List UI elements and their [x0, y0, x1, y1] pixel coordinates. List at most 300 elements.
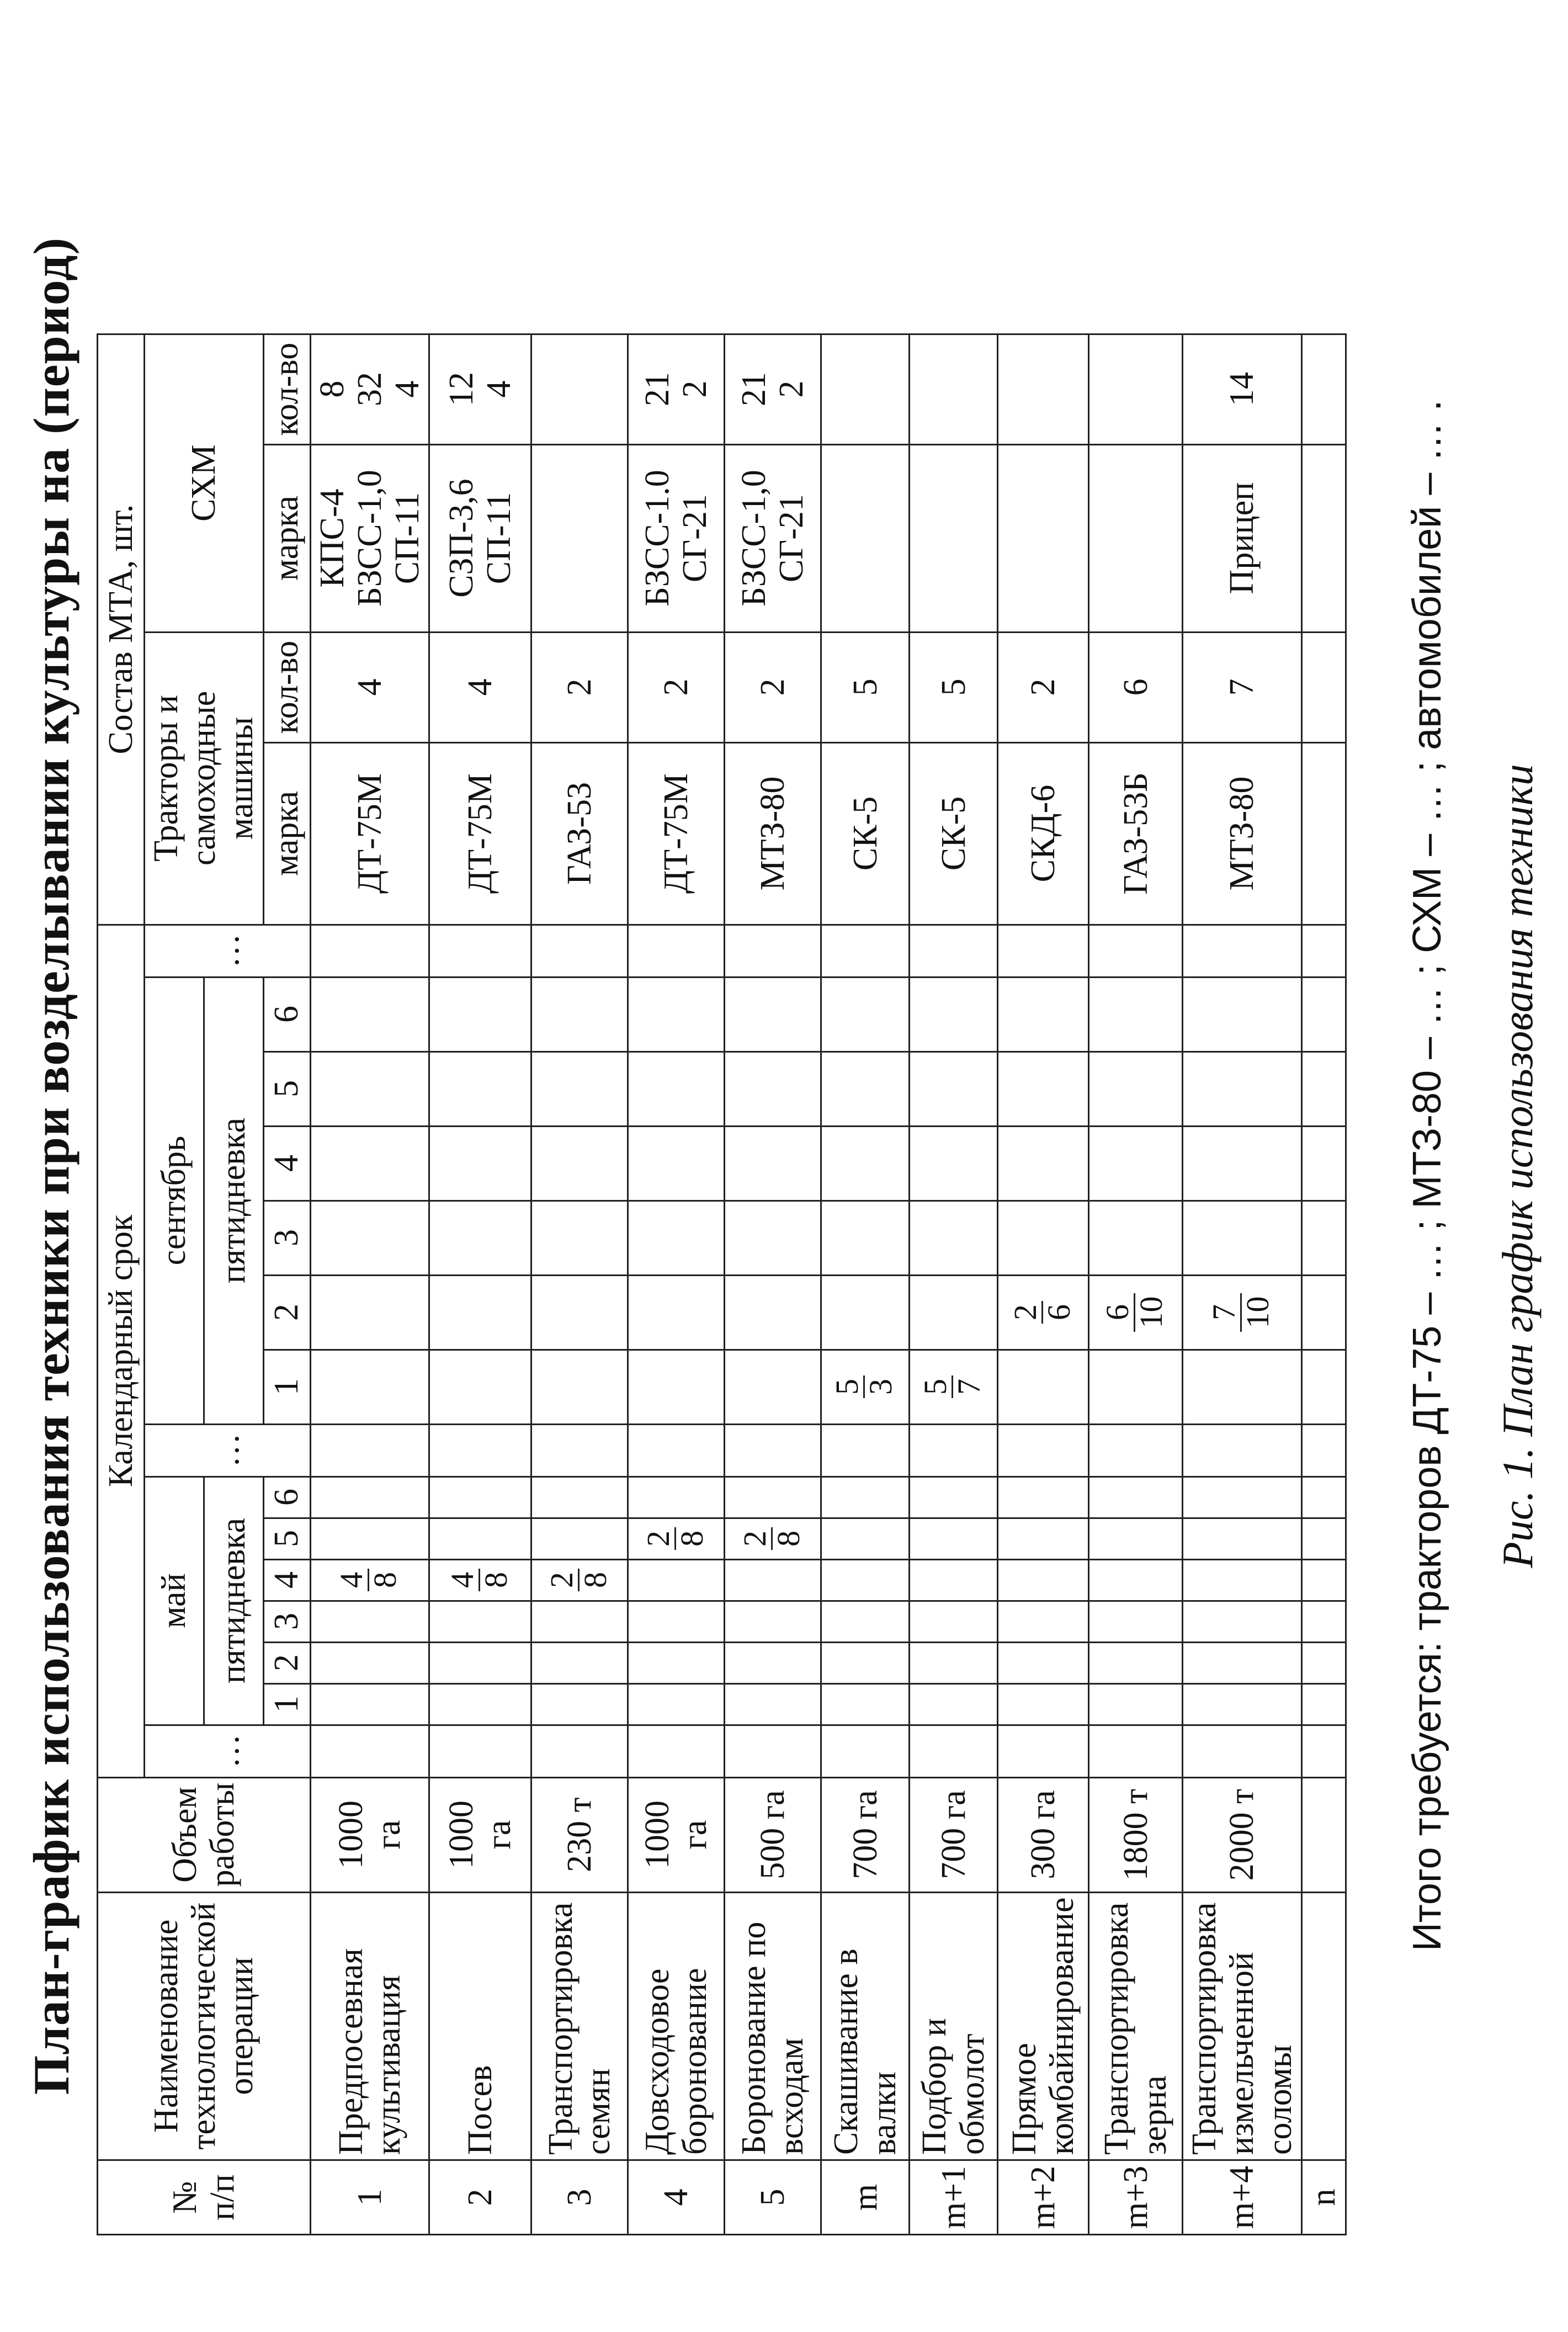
header-day: 5	[263, 1518, 310, 1559]
shm-brand	[1301, 444, 1346, 632]
tractor-qty	[531, 632, 628, 742]
calendar-cell-sep	[725, 1350, 821, 1424]
row-number-text: 4	[657, 2188, 695, 2206]
calendar-cell-sep	[1301, 1275, 1346, 1350]
table-row	[628, 334, 725, 2234]
calendar-cell-may	[821, 1518, 910, 1559]
shm-brand-text: БЗСС-1,0	[735, 470, 773, 607]
calendar-cell-may	[1183, 1476, 1302, 1518]
row-number	[725, 2160, 821, 2235]
row-volume	[998, 1777, 1089, 1892]
shm-qty-text: 21	[638, 372, 676, 407]
calendar-cell-sep	[1089, 1200, 1183, 1275]
calendar-cell-sep	[429, 1275, 531, 1350]
calendar-cell-ellipsis	[310, 1725, 429, 1777]
header-volume: Объем работы	[98, 1777, 311, 1892]
table-row	[1183, 334, 1302, 2234]
calendar-cell-may	[910, 1683, 998, 1725]
shm-brand-text: БЗСС-1,0	[350, 470, 389, 607]
shm-brand	[821, 444, 910, 632]
schedule-fraction	[1205, 1293, 1275, 1332]
shm-brand-text: СГ-21	[773, 494, 811, 582]
shm-qty	[998, 334, 1089, 444]
calendar-cell-sep	[1183, 977, 1302, 1051]
calendar-cell-sep	[910, 1275, 998, 1350]
calendar-cell-sep	[1183, 1200, 1302, 1275]
calendar-cell-ellipsis	[628, 925, 725, 977]
fraction-numerator: 5	[831, 1375, 865, 1398]
work-volume: 1000 га	[442, 1800, 518, 1869]
work-volume: 2000 т	[1223, 1788, 1261, 1881]
shm-brand-text: СП-11	[388, 492, 426, 585]
tractor-qty	[725, 632, 821, 742]
calendar-cell-sep	[429, 977, 531, 1051]
row-operation	[628, 1892, 725, 2160]
calendar-cell-ellipsis	[910, 925, 998, 977]
row-number	[821, 2160, 910, 2235]
header-day: 6	[263, 1476, 310, 1518]
header-day: 3	[263, 1200, 310, 1275]
calendar-cell-ellipsis	[821, 1725, 910, 1777]
calendar-cell-may	[1301, 1518, 1346, 1559]
fraction-denominator: 8	[770, 1531, 806, 1547]
calendar-cell-may	[1089, 1476, 1183, 1518]
row-number-text: m+1	[934, 2165, 972, 2229]
tractor-qty-text: 4	[461, 678, 499, 696]
calendar-cell-sep	[998, 1200, 1089, 1275]
work-volume: 300 га	[1024, 1790, 1062, 1879]
figure-caption: Рис. 1. План график использования техники	[1493, 764, 1542, 1568]
tractor-qty	[429, 632, 531, 742]
calendar-cell-may	[628, 1601, 725, 1642]
calendar-cell-sep	[310, 977, 429, 1051]
calendar-cell-ellipsis	[998, 1725, 1089, 1777]
fraction-numerator: 7	[1208, 1293, 1242, 1332]
calendar-cell-sep	[998, 977, 1089, 1051]
calendar-cell-ellipsis	[998, 925, 1089, 977]
calendar-cell-sep	[628, 1051, 725, 1126]
tractor-qty	[910, 632, 998, 742]
fraction-denominator: 8	[577, 1572, 613, 1589]
calendar-cell-sep	[910, 1350, 998, 1424]
calendar-cell-may	[1301, 1559, 1346, 1601]
tractor-brand	[1183, 742, 1302, 925]
work-volume: 1800 т	[1117, 1788, 1155, 1881]
calendar-cell-sep	[910, 1126, 998, 1200]
table-row	[821, 334, 910, 2234]
header-tractor-brand: марка	[263, 742, 310, 925]
shm-qty-text: 14	[1223, 372, 1261, 407]
row-number	[1183, 2160, 1302, 2235]
calendar-cell-ellipsis	[429, 1725, 531, 1777]
calendar-cell-sep	[1183, 1051, 1302, 1126]
header-ellipsis-2: …	[145, 1424, 311, 1476]
calendar-cell-ellipsis	[1301, 1424, 1346, 1476]
calendar-cell-may	[628, 1642, 725, 1683]
table-row	[998, 334, 1089, 2234]
shm-qty	[1089, 334, 1183, 444]
calendar-cell-may	[628, 1518, 725, 1559]
tractor-qty-text: 2	[754, 678, 792, 696]
operation-name: Посев	[461, 2065, 499, 2155]
calendar-cell-ellipsis	[725, 1725, 821, 1777]
calendar-cell-sep	[1301, 1350, 1346, 1424]
calendar-cell-sep	[310, 1275, 429, 1350]
row-volume	[725, 1777, 821, 1892]
header-mta: Состав МТА, шт.	[98, 334, 145, 925]
shm-qty	[531, 334, 628, 444]
calendar-cell-may	[310, 1518, 429, 1559]
tractor-qty	[821, 632, 910, 742]
calendar-cell-ellipsis	[628, 1424, 725, 1476]
tractor-brand-text: ДТ-75М	[350, 773, 389, 894]
shm-qty-text: 2	[773, 380, 811, 398]
tractor-brand	[910, 742, 998, 925]
operation-name: Транспортировка семян	[541, 1902, 618, 2155]
calendar-cell-may	[429, 1601, 531, 1642]
calendar-cell-ellipsis	[1301, 925, 1346, 977]
schedule-fraction	[444, 1569, 514, 1591]
calendar-cell-sep	[310, 1126, 429, 1200]
shm-qty	[821, 334, 910, 444]
header-shm-brand: марка	[263, 444, 310, 632]
shm-brand-text: БЗСС-1.0	[638, 470, 676, 607]
calendar-cell-may	[1183, 1683, 1302, 1725]
calendar-cell-ellipsis	[725, 925, 821, 977]
calendar-cell-sep	[628, 1275, 725, 1350]
header-may: май	[145, 1476, 204, 1725]
row-number-text: 1	[350, 2188, 389, 2206]
row-operation	[1089, 1892, 1183, 2160]
row-number	[531, 2160, 628, 2235]
row-volume	[628, 1777, 725, 1892]
calendar-cell-sep	[821, 977, 910, 1051]
calendar-cell-sep	[725, 1275, 821, 1350]
tractor-qty	[310, 632, 429, 742]
shm-brand	[531, 444, 628, 632]
calendar-cell-may	[1301, 1601, 1346, 1642]
header-day: 3	[263, 1601, 310, 1642]
header-ellipsis-1: …	[145, 1725, 311, 1777]
calendar-cell-sep	[910, 977, 998, 1051]
tractor-brand-text: МТЗ-80	[754, 776, 792, 891]
calendar-cell-ellipsis	[429, 925, 531, 977]
calendar-cell-sep	[1183, 1275, 1302, 1350]
tractor-brand-text: ДТ-75М	[461, 773, 499, 894]
tractor-qty-text: 2	[561, 678, 599, 696]
calendar-cell-sep	[628, 1126, 725, 1200]
calendar-cell-may	[429, 1518, 531, 1559]
fraction-denominator: 3	[863, 1379, 899, 1395]
tractor-brand	[1089, 742, 1183, 925]
calendar-cell-may	[910, 1518, 998, 1559]
row-number-text: 3	[561, 2188, 599, 2206]
fraction-numerator: 2	[1009, 1301, 1043, 1324]
calendar-cell-sep	[1301, 1126, 1346, 1200]
calendar-cell-ellipsis	[531, 1725, 628, 1777]
table-row	[310, 334, 429, 2234]
shm-qty-text: 12	[442, 372, 480, 407]
tractor-brand	[310, 742, 429, 925]
calendar-cell-sep	[1089, 977, 1183, 1051]
fraction-numerator: 2	[739, 1527, 773, 1550]
calendar-cell-sep	[310, 1051, 429, 1126]
calendar-cell-sep	[310, 1200, 429, 1275]
tractor-brand-text: СКД-6	[1024, 784, 1062, 883]
fraction-numerator: 2	[642, 1527, 676, 1550]
shm-brand	[429, 444, 531, 632]
shm-brand	[910, 444, 998, 632]
calendar-cell-may	[1089, 1559, 1183, 1601]
header-tractors: Тракторы и самоходные машины	[145, 632, 264, 925]
row-number	[1301, 2160, 1346, 2235]
calendar-cell-may	[910, 1476, 998, 1518]
tractor-qty-text: 5	[934, 678, 972, 696]
table-row	[910, 334, 998, 2234]
summary-line: Итого требуется: тракторов ДТ-75 – … ; МТЗ-80 – … ; СХМ – … ; автомобилей – … .	[1405, 400, 1449, 1951]
calendar-cell-sep	[821, 1126, 910, 1200]
header-calendar: Календарный срок	[98, 925, 145, 1777]
calendar-cell-sep	[910, 1051, 998, 1126]
calendar-cell-may	[429, 1683, 531, 1725]
schedule-fraction	[831, 1375, 897, 1398]
calendar-cell-ellipsis	[628, 1725, 725, 1777]
tractor-qty	[628, 632, 725, 742]
shm-brand	[1183, 444, 1302, 632]
calendar-cell-sep	[725, 1200, 821, 1275]
page-title: План-график использования техники при возделывании культуры на (период)	[23, 237, 79, 2095]
plan-table	[97, 333, 1347, 2235]
calendar-cell-sep	[1089, 1126, 1183, 1200]
calendar-cell-may	[725, 1559, 821, 1601]
tractor-qty-text: 4	[350, 678, 389, 696]
calendar-cell-may	[628, 1559, 725, 1601]
row-operation	[429, 1892, 531, 2160]
row-operation	[531, 1892, 628, 2160]
calendar-cell-sep	[1183, 1350, 1302, 1424]
row-volume	[910, 1777, 998, 1892]
tractor-brand	[821, 742, 910, 925]
row-operation	[1183, 1892, 1302, 2160]
operation-name: Транспортировка измельченной соломы	[1186, 1902, 1299, 2155]
shm-brand	[628, 444, 725, 632]
shm-qty	[310, 334, 429, 444]
tractor-brand	[725, 742, 821, 925]
header-september: сентябрь	[145, 977, 204, 1424]
shm-brand-text: СЗП-3,6	[442, 479, 480, 598]
calendar-cell-sep	[725, 1126, 821, 1200]
table-row	[1089, 334, 1183, 2234]
work-volume: 1000 га	[638, 1800, 714, 1869]
calendar-cell-ellipsis	[1183, 1424, 1302, 1476]
row-volume	[821, 1777, 910, 1892]
work-volume: 700 га	[934, 1790, 972, 1879]
calendar-cell-sep	[628, 1350, 725, 1424]
header-tractor-qty: кол-во	[263, 632, 310, 742]
tractor-qty	[998, 632, 1089, 742]
table-row	[1301, 334, 1346, 2234]
fraction-numerator: 5	[919, 1375, 953, 1398]
shm-qty	[1301, 334, 1346, 444]
row-number	[429, 2160, 531, 2235]
calendar-cell-sep	[1183, 1126, 1302, 1200]
calendar-cell-sep	[429, 1051, 531, 1126]
row-number	[310, 2160, 429, 2235]
shm-brand-text: СГ-21	[676, 494, 714, 582]
operation-name: Скашивание в валки	[827, 1948, 903, 2155]
row-number-text: m+3	[1117, 2165, 1155, 2229]
calendar-cell-sep	[628, 1200, 725, 1275]
calendar-cell-sep	[998, 1350, 1089, 1424]
fraction-numerator: 4	[447, 1569, 480, 1591]
calendar-cell-may	[310, 1601, 429, 1642]
row-operation	[821, 1892, 910, 2160]
calendar-cell-may	[998, 1518, 1089, 1559]
row-number-text: 2	[461, 2188, 499, 2206]
calendar-cell-may	[821, 1476, 910, 1518]
tractor-qty-text: 2	[1024, 678, 1062, 696]
fraction-denominator: 8	[673, 1531, 710, 1547]
calendar-cell-sep	[429, 1200, 531, 1275]
fraction-numerator: 4	[336, 1569, 369, 1591]
tractor-brand	[998, 742, 1089, 925]
calendar-cell-sep	[628, 977, 725, 1051]
shm-qty	[725, 334, 821, 444]
calendar-cell-ellipsis	[1301, 1725, 1346, 1777]
shm-qty	[429, 334, 531, 444]
calendar-cell-sep	[725, 1051, 821, 1126]
calendar-cell-sep	[310, 1350, 429, 1424]
calendar-cell-may	[1301, 1476, 1346, 1518]
calendar-cell-sep	[531, 1200, 628, 1275]
calendar-cell-may	[821, 1642, 910, 1683]
work-volume: 230 т	[561, 1797, 599, 1872]
calendar-cell-ellipsis	[998, 1424, 1089, 1476]
row-volume	[429, 1777, 531, 1892]
fraction-denominator: 8	[477, 1572, 514, 1589]
operation-name: Подбор и обмолот	[916, 2018, 991, 2155]
calendar-cell-may	[725, 1476, 821, 1518]
calendar-cell-ellipsis	[1089, 1725, 1183, 1777]
calendar-cell-may	[429, 1642, 531, 1683]
header-ellipsis-3: …	[145, 925, 311, 977]
shm-brand-text: Прицеп	[1223, 482, 1261, 594]
work-volume: 1000 га	[332, 1800, 407, 1869]
shm-brand	[725, 444, 821, 632]
calendar-cell-sep	[531, 1126, 628, 1200]
header-day: 2	[263, 1275, 310, 1350]
shm-brand	[310, 444, 429, 632]
calendar-cell-may	[821, 1683, 910, 1725]
calendar-cell-may	[1301, 1683, 1346, 1725]
calendar-cell-may	[429, 1559, 531, 1601]
row-number-text: m+2	[1024, 2165, 1062, 2229]
header-five-day-may: пятидневка	[204, 1476, 263, 1725]
calendar-cell-ellipsis	[1183, 925, 1302, 977]
shm-qty-text: 21	[735, 372, 773, 407]
tractor-qty	[1301, 632, 1346, 742]
calendar-cell-may	[821, 1559, 910, 1601]
calendar-cell-may	[310, 1683, 429, 1725]
row-number	[910, 2160, 998, 2235]
calendar-cell-may	[1089, 1683, 1183, 1725]
calendar-cell-may	[998, 1476, 1089, 1518]
calendar-cell-may	[1089, 1518, 1183, 1559]
calendar-cell-sep	[821, 1275, 910, 1350]
shm-qty-text: 2	[676, 380, 714, 398]
calendar-cell-ellipsis	[310, 1424, 429, 1476]
calendar-cell-sep	[821, 1200, 910, 1275]
calendar-cell-may	[531, 1476, 628, 1518]
calendar-cell-may	[1183, 1518, 1302, 1559]
calendar-cell-may	[725, 1683, 821, 1725]
header-shm: СХМ	[145, 334, 264, 632]
calendar-cell-may	[310, 1642, 429, 1683]
shm-brand	[1089, 444, 1183, 632]
tractor-brand-text: МТЗ-80	[1223, 776, 1261, 891]
shm-qty	[910, 334, 998, 444]
calendar-cell-may	[821, 1601, 910, 1642]
calendar-cell-ellipsis	[531, 925, 628, 977]
calendar-cell-may	[310, 1476, 429, 1518]
tractor-qty-text: 7	[1223, 678, 1261, 696]
calendar-cell-sep	[821, 1051, 910, 1126]
header-day: 6	[263, 977, 310, 1051]
tractor-brand-text: ГАЗ-53	[561, 782, 599, 885]
calendar-cell-sep	[910, 1200, 998, 1275]
calendar-cell-sep	[531, 1350, 628, 1424]
calendar-cell-sep	[1301, 977, 1346, 1051]
calendar-cell-sep	[531, 977, 628, 1051]
calendar-cell-may	[531, 1601, 628, 1642]
calendar-cell-sep	[1089, 1051, 1183, 1126]
plan-table-body	[310, 334, 1346, 2234]
row-volume	[531, 1777, 628, 1892]
calendar-cell-may	[910, 1559, 998, 1601]
calendar-cell-may	[725, 1642, 821, 1683]
shm-brand-text: КПС-4	[313, 488, 351, 588]
shm-qty-text: 4	[388, 380, 426, 398]
header-five-day-sep: пятидневка	[204, 977, 263, 1424]
tractor-brand	[628, 742, 725, 925]
schedule-fraction	[333, 1569, 403, 1591]
schedule-fraction	[642, 1527, 708, 1550]
operation-name: Довсходовое боронование	[638, 1968, 714, 2155]
calendar-cell-sep	[1089, 1350, 1183, 1424]
schedule-fraction	[1009, 1301, 1075, 1324]
calendar-cell-may	[725, 1601, 821, 1642]
calendar-cell-ellipsis	[1089, 1424, 1183, 1476]
tractor-qty-text: 6	[1117, 678, 1155, 696]
calendar-cell-may	[1183, 1559, 1302, 1601]
table-row	[531, 334, 628, 2234]
schedule-fraction	[736, 1527, 806, 1550]
calendar-cell-sep	[1301, 1051, 1346, 1126]
work-volume: 700 га	[846, 1790, 884, 1879]
row-number	[998, 2160, 1089, 2235]
calendar-cell-may	[910, 1601, 998, 1642]
calendar-cell-ellipsis	[821, 925, 910, 977]
row-operation	[910, 1892, 998, 2160]
row-volume	[1089, 1777, 1183, 1892]
calendar-cell-sep	[725, 977, 821, 1051]
calendar-cell-ellipsis	[821, 1424, 910, 1476]
tractor-qty-text: 2	[657, 678, 695, 696]
shm-brand-text: СП-11	[480, 492, 518, 585]
calendar-cell-sep	[998, 1126, 1089, 1200]
table-row	[429, 334, 531, 2234]
operation-name: Прямое комбайнирование	[1005, 1897, 1081, 2155]
